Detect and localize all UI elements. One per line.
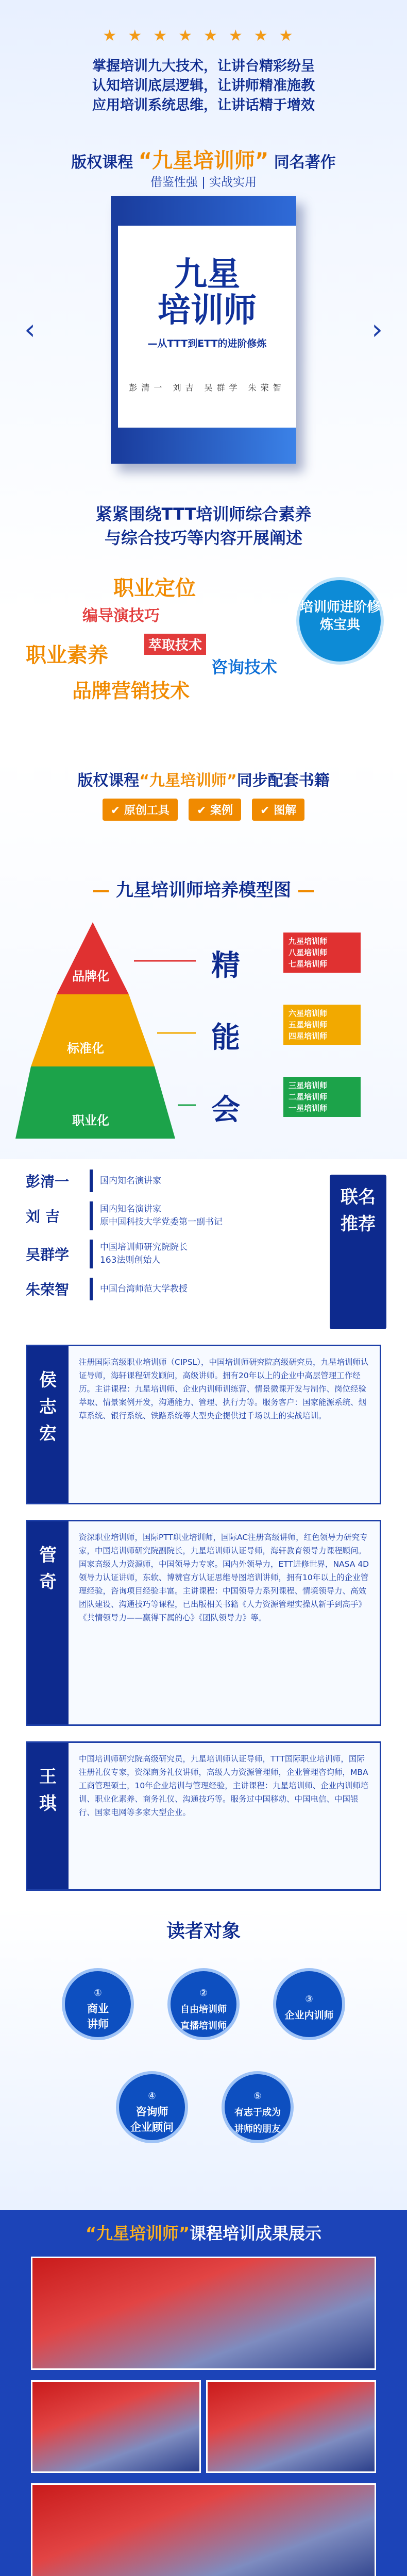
reader-label: 咨询师 企业顾问 <box>130 2106 174 2133</box>
book-title <box>118 257 296 329</box>
endorser-desc: 中国培训师研究院院长 163法则创始人 <box>100 1242 188 1265</box>
star-level: 二星培训师 <box>289 1092 328 1101</box>
cover-band <box>118 196 296 226</box>
endorser-desc: 中国台湾师范大学教授 <box>100 1283 188 1294</box>
photo-group <box>206 2380 376 2473</box>
intro-lines <box>0 57 407 115</box>
stars-box-bottom <box>283 1077 361 1117</box>
bio-name-text: 侯志宏 <box>39 1370 57 1444</box>
bio-card <box>26 1741 381 1891</box>
gallery-title-suffix: 课程培训成果展示 <box>190 2224 322 2243</box>
divider <box>90 1240 93 1268</box>
star-level: 一星培训师 <box>289 1104 328 1113</box>
book-cover <box>111 196 296 464</box>
pill-label: 原创工具 <box>124 804 169 817</box>
cover-bottom-band <box>118 428 296 464</box>
level-standardize: 标准化 <box>67 1041 104 1056</box>
star-level: 五星培训师 <box>289 1020 328 1029</box>
bio-name <box>27 1743 69 1889</box>
intro-line: 应用培训系统思维，让讲话精于增效 <box>92 97 315 113</box>
summary-line: 紧紧围绕TTT培训师综合素养 <box>95 504 312 524</box>
reader-item <box>167 1968 240 2040</box>
treasure-badge: 培训师进阶修炼宝典 <box>296 577 384 665</box>
joint-recommend-text: 联名推荐 <box>341 1187 376 1234</box>
endorser-name: 彭清一 <box>26 1173 70 1190</box>
star-level: 八星培训师 <box>289 948 328 957</box>
summary-line: 与综合技巧等内容开展阐述 <box>104 528 302 548</box>
endorser-name: 朱荣智 <box>26 1281 70 1298</box>
intro-line: 掌握培训九大技术，让讲台精彩纷呈 <box>92 58 315 74</box>
reader-label: 有志于成为 讲师的朋友 <box>234 2107 281 2134</box>
endorser-desc: 国内知名演讲家 原中国科技大学党委第一副书记 <box>100 1204 223 1227</box>
readers-title: 读者对象 <box>166 1921 241 1942</box>
companion-title-suffix: 同步配套书籍 <box>236 772 330 790</box>
star-row: ★★★★★★★★ <box>103 27 304 45</box>
pyramid-title-text: 九星培训师培养模型图 <box>116 880 291 901</box>
book-subtitle: —从TTT到ETT的进阶修炼 <box>147 338 267 349</box>
level-professional: 职业化 <box>72 1113 109 1128</box>
reader-num: ⑤ <box>253 2091 262 2102</box>
pill-original-tools: ✔ 原创工具 <box>103 799 178 821</box>
keyword: 职业定位 <box>113 577 196 600</box>
star-level: 七星培训师 <box>289 959 328 969</box>
endorser-row <box>26 1240 314 1268</box>
book-title-line: 九星 <box>174 256 240 294</box>
feature-pills <box>0 799 407 821</box>
pyramid-diagram <box>15 912 392 1180</box>
subtag: 借鉴性强 | 实战实用 <box>150 176 257 189</box>
reader-label: 商业 讲师 <box>87 2003 109 2030</box>
star-level: 九星培训师 <box>289 937 328 946</box>
level-mark-able: 能 <box>211 1021 240 1055</box>
bio-card <box>26 1345 381 1504</box>
companion-title-prefix: 版权课程 <box>77 772 140 790</box>
reader-label: 企业内训师 <box>284 2010 334 2021</box>
tagline-suffix: 同名著作 <box>274 154 336 172</box>
stars-box-mid <box>283 1005 361 1045</box>
keyword: 品牌营销技术 <box>72 680 190 702</box>
level-mark-master: 精 <box>211 949 240 982</box>
divider <box>90 1170 93 1192</box>
pill-cases: ✔ 案例 <box>189 799 241 821</box>
reader-num: ② <box>199 1988 208 1998</box>
photo-group <box>31 2380 201 2473</box>
pill-label: 图解 <box>274 804 297 817</box>
keyword-cloud <box>26 556 294 711</box>
chevron-left-icon[interactable]: ‹ <box>24 313 36 346</box>
pyramid-title: — 九星培训师培养模型图 — <box>92 880 315 901</box>
level-branding: 品牌化 <box>72 969 109 984</box>
gallery-title <box>0 2221 407 2244</box>
companion-title <box>0 768 407 790</box>
keyword: 职业素养 <box>26 643 108 667</box>
bio-card <box>26 1520 381 1726</box>
pill-diagrams: ✔ 图解 <box>252 799 304 821</box>
companion-title-brand: “九星培训师” <box>139 772 237 790</box>
reader-item <box>222 2071 294 2143</box>
star-level: 三星培训师 <box>289 1081 328 1090</box>
level-mark-can: 会 <box>211 1093 240 1127</box>
reader-label: 自由培训师 直播培训师 <box>180 2004 227 2031</box>
copyright-tagline <box>0 144 407 174</box>
reader-num: ③ <box>305 1994 313 2005</box>
bio-text: 注册国际高级职业培训师（CIPSL），中国培训师研究院高级研究员，九星培训师认证导师，海轩课程研发顾问，高级讲师。拥有20年以上的企业中高层管理工作经历。主讲课程：九星培训师、企业内训师训练营、情景微课开发与制作、岗位经验萃取、情景案例开发，沟通能力、管理、执行力等。服务客户：国家能源系统、烟草系统、银行系统、铁路系统等大型央企提供过千场以上的实战培训。 <box>79 1358 369 1420</box>
bio-name-text: 王 琪 <box>39 1767 57 1814</box>
reader-item <box>116 2071 188 2143</box>
keyword: 编导演技巧 <box>82 607 160 625</box>
photo-group <box>31 2483 376 2576</box>
endorser-row <box>26 1170 314 1192</box>
endorser-name: 吴群学 <box>26 1246 70 1263</box>
tagline-prefix: 版权课程 <box>71 154 133 172</box>
star-level: 六星培训师 <box>289 1009 328 1018</box>
reader-num: ④ <box>148 2091 156 2102</box>
authors-section <box>0 1159 407 1947</box>
hero-section <box>0 0 407 613</box>
readers-section <box>0 1906 407 2226</box>
reader-item <box>62 1968 134 2040</box>
gallery-title-brand: “九星培训师” <box>85 2224 190 2243</box>
photo-group <box>31 2257 376 2370</box>
intro-line: 认知培训底层逻辑，让讲师精准施教 <box>92 78 315 94</box>
pill-label: 案例 <box>210 804 233 817</box>
divider <box>90 1201 93 1230</box>
endorser-row <box>26 1278 314 1300</box>
gallery-section <box>0 2210 407 2576</box>
endorser-row <box>26 1201 314 1230</box>
keyword: 萃取技术 <box>144 634 206 655</box>
joint-recommend-badge <box>330 1175 386 1329</box>
stars-box-top <box>283 933 361 973</box>
endorser-desc: 国内知名演讲家 <box>100 1175 161 1186</box>
endorser-name: 刘 吉 <box>26 1208 60 1225</box>
divider <box>90 1278 93 1300</box>
reader-item <box>273 1968 345 2040</box>
keyword: 咨询技术 <box>211 657 278 677</box>
endorser-list <box>26 1170 314 1310</box>
bio-name <box>27 1346 69 1503</box>
tagline-brand: “九星培训师” <box>138 149 269 173</box>
bio-name-text: 管 奇 <box>39 1545 57 1592</box>
book-title-line: 培训师 <box>158 292 257 330</box>
summary <box>0 502 407 550</box>
reader-num: ① <box>94 1988 102 1998</box>
chevron-right-icon[interactable]: › <box>371 313 383 346</box>
star-level: 四星培训师 <box>289 1031 328 1041</box>
bio-text: 资深职业培训师，国际PTT职业培训师，国际AC注册高级讲师，红色领导力研究专家，中国培训师研究院副院长，九星培训师认证导师，海轩教育领导力课程顾问。国家高级人力资源师，中国领导力专家。国内外领导力，ETT进修世界，NASA 4D领导力认证讲师，东软、博赞官方认证思维导图培训讲师，拥有10年以上的企业管理经验，咨询项目经验丰富。主讲课程：中国领导力系列课程、情境领导力、高效团队建设、沟通技巧等课程，已出版相关书籍《人力资源管理实操从新手到高手》《共情领导力——赢得下属的心》《团队领导力》等。 <box>79 1533 369 1622</box>
book-authors: 彭清一 刘吉 吴群学 朱荣智 <box>129 383 285 393</box>
bio-name <box>27 1521 69 1724</box>
bio-text: 中国培训师研究院高级研究员，九星培训师认证导师，TTT国际职业培训师，国际注册礼仪专家，资深商务礼仪讲师，高级人力资源管理师，企业管理咨询师，MBA工商管理硕士，10年企业培训与管理经验，主讲课程：九星培训师、企业内训师培训、职业化素养、商务礼仪、沟通技巧等。服务过中国移动、中国电信、中国银行、国家电网等多家大型企业。 <box>79 1754 369 1817</box>
